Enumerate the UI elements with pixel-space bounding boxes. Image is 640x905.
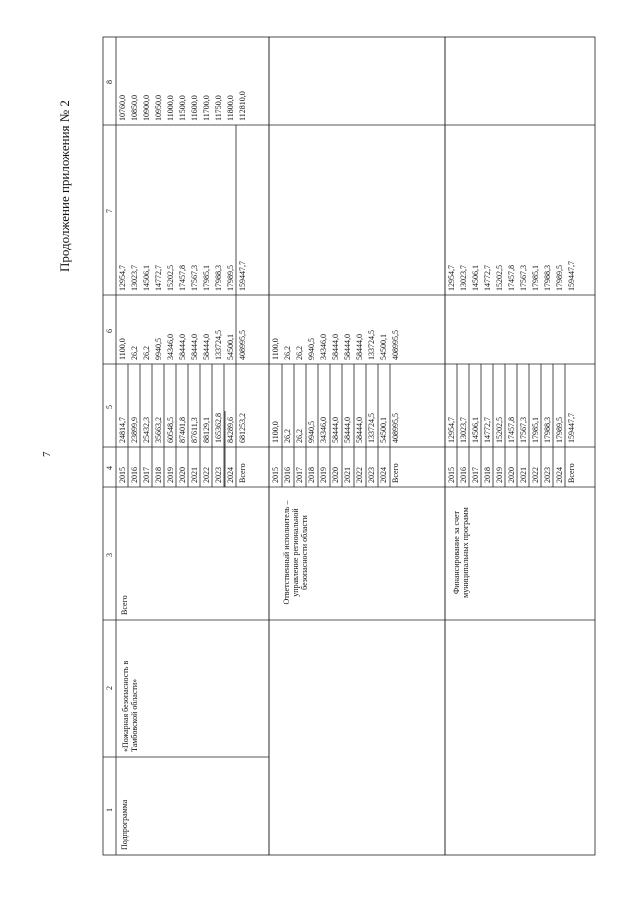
value-cell-col4: 58444,0: [355, 417, 364, 443]
year-cell: 2022: [531, 467, 540, 483]
value-cell-col8: 112810,0: [238, 91, 247, 121]
year-cell: 2022: [202, 467, 211, 483]
value-cell-col4: 34346,0: [319, 417, 328, 443]
year-cell: 2024: [379, 467, 388, 483]
year-cell: 2020: [507, 467, 516, 483]
value-cell-col4: 58444,0: [343, 417, 352, 443]
value-cell-col4: 165362,8: [214, 413, 223, 443]
value-cell-col4: 9940,5: [307, 421, 316, 443]
year-cell: Всего: [238, 463, 247, 483]
block-label-total: Всего: [120, 595, 129, 615]
year-cell: 2016: [283, 467, 292, 483]
value-cell-col7: 14506,1: [471, 265, 480, 291]
value-cell-col7: 15202,5: [166, 265, 175, 291]
value-cell-col7: 17567,3: [519, 265, 528, 291]
year-cell: 2023: [214, 467, 223, 483]
value-cell-col8: 11750,0: [214, 95, 223, 121]
value-cell-col7: 17985,1: [531, 265, 540, 291]
value-cell-col7: 17985,1: [202, 265, 211, 291]
year-cell: 2015: [118, 467, 127, 483]
value-cell-col7: 17988,3: [214, 265, 223, 291]
value-cell-col6: 133724,5: [214, 330, 223, 360]
value-cell-col7: 17989,5: [226, 265, 235, 291]
value-cell-col4: 24814,7: [118, 417, 127, 443]
year-cell: 2016: [459, 467, 468, 483]
value-cell-col7: 13023,7: [130, 265, 139, 291]
subprogram-name: «Пожарная безопасность в Тамбовской области»: [121, 660, 139, 752]
value-cell-col7: 14772,7: [483, 265, 492, 291]
value-cell-col6: 58444,0: [190, 334, 199, 360]
value-cell-col8: 10900,0: [142, 95, 151, 121]
value-cell-col6: 54500,1: [226, 334, 235, 360]
year-cell: 2019: [166, 467, 175, 483]
value-cell-col6: 1100,0: [271, 338, 280, 360]
year-cell: 2021: [519, 467, 528, 483]
value-cell-col4: 23899,9: [130, 417, 139, 443]
value-cell-col6: 34346,0: [319, 334, 328, 360]
value-cell-col4: 58444,0: [331, 417, 340, 443]
value-cell-col6: 58444,0: [343, 334, 352, 360]
value-cell-col6: 26,2: [130, 346, 139, 360]
value-cell-col6: 54500,1: [379, 334, 388, 360]
value-cell-col4: 13023,7: [459, 417, 468, 443]
value-cell-col4: 54500,1: [379, 417, 388, 443]
value-cell-col4: 17988,3: [543, 417, 552, 443]
value-cell-col6: 26,2: [142, 346, 151, 360]
col-number: 4: [105, 466, 114, 470]
year-cell: 2021: [343, 467, 352, 483]
value-cell-col7: 12954,7: [118, 265, 127, 291]
value-cell-col4: 17457,8: [507, 417, 516, 443]
year-cell: 2016: [130, 467, 139, 483]
value-cell-col4: 60548,5: [166, 417, 175, 443]
value-cell-col7: 12954,7: [447, 265, 456, 291]
value-cell-col4: 87611,3: [190, 417, 199, 443]
value-cell-col8: 10850,0: [130, 95, 139, 121]
value-cell-col4: 681253,2: [238, 413, 247, 443]
value-cell-col8: 11500,0: [178, 95, 187, 121]
value-cell-col4: 133724,5: [367, 413, 376, 443]
value-cell-col7: 14506,1: [142, 265, 151, 291]
value-cell-col8: 11700,0: [202, 95, 211, 121]
block-label-executor: Ответственный исполнитель – управление региональной безопасности области: [282, 500, 309, 605]
col-number: 5: [105, 405, 114, 409]
page-number: 7: [41, 451, 53, 457]
value-cell-col4: 1100,0: [271, 421, 280, 443]
value-cell-col4: 17985,1: [531, 417, 540, 443]
value-cell-col7: 159447,7: [238, 261, 247, 291]
value-cell-col6: 408995,5: [391, 330, 400, 360]
value-cell-col6: 9940,5: [307, 338, 316, 360]
value-cell-col4: 408995,5: [391, 413, 400, 443]
year-cell: 2019: [495, 467, 504, 483]
value-cell-col6: 58444,0: [202, 334, 211, 360]
value-cell-col7: 13023,7: [459, 265, 468, 291]
value-cell-col4: 84289,6: [226, 417, 235, 443]
subprogram-label: Подпрограмма: [120, 799, 129, 850]
value-cell-col8: 11800,0: [226, 95, 235, 121]
year-cell: Всего: [391, 463, 400, 483]
value-cell-col7: 17457,8: [507, 265, 516, 291]
value-cell-col8: 11600,0: [190, 95, 199, 121]
value-cell-col6: 26,2: [283, 346, 292, 360]
col-number: 6: [105, 329, 114, 333]
col-number: 2: [105, 686, 114, 690]
value-cell-col8: 11000,0: [166, 95, 175, 121]
value-cell-col6: 9940,5: [154, 338, 163, 360]
year-cell: 2017: [295, 467, 304, 483]
value-cell-col4: 17989,5: [555, 417, 564, 443]
year-cell: 2020: [331, 467, 340, 483]
value-cell-col6: 58444,0: [355, 334, 364, 360]
value-cell-col7: 15202,5: [495, 265, 504, 291]
col-number: 1: [105, 808, 114, 812]
value-cell-col8: 10760,0: [118, 95, 127, 121]
year-cell: 2024: [226, 467, 235, 483]
value-cell-col4: 87401,8: [178, 417, 187, 443]
value-cell-col4: 14772,7: [483, 417, 492, 443]
value-cell-col4: 26,2: [283, 429, 292, 443]
year-cell: 2024: [555, 467, 564, 483]
value-cell-col6: 58444,0: [178, 334, 187, 360]
year-cell: 2022: [355, 467, 364, 483]
value-cell-col4: 26,2: [295, 429, 304, 443]
value-cell-col4: 35663,2: [154, 417, 163, 443]
year-cell: 2023: [367, 467, 376, 483]
value-cell-col7: 17988,3: [543, 265, 552, 291]
value-cell-col7: 17457,8: [178, 265, 187, 291]
year-cell: 2018: [154, 467, 163, 483]
page-header: Продолжение приложения № 2: [57, 100, 72, 272]
year-cell: Всего: [567, 463, 576, 483]
block-label-municipal: Финансирование за счет муниципальных программ: [452, 507, 470, 598]
value-cell-col4: 15202,5: [495, 417, 504, 443]
value-cell-col4: 88129,1: [202, 417, 211, 443]
col-number: 3: [105, 553, 114, 557]
value-cell-col6: 408995,5: [238, 330, 247, 360]
value-cell-col4: 12954,7: [447, 417, 456, 443]
value-cell-col4: 159447,7: [567, 413, 576, 443]
year-cell: 2018: [483, 467, 492, 483]
value-cell-col7: 17989,5: [555, 265, 564, 291]
value-cell-col7: 17567,3: [190, 265, 199, 291]
col-number: 8: [105, 80, 114, 84]
year-cell: 2023: [543, 467, 552, 483]
year-cell: 2015: [447, 467, 456, 483]
value-cell-col7: 159447,7: [567, 261, 576, 291]
value-cell-col4: 17567,3: [519, 417, 528, 443]
value-cell-col8: 10950,0: [154, 95, 163, 121]
year-cell: 2017: [142, 467, 151, 483]
year-cell: 2019: [319, 467, 328, 483]
value-cell-col4: 14506,1: [471, 417, 480, 443]
value-cell-col6: 58444,0: [331, 334, 340, 360]
value-cell-col6: 26,2: [295, 346, 304, 360]
year-cell: 2021: [190, 467, 199, 483]
year-cell: 2020: [178, 467, 187, 483]
year-cell: 2017: [471, 467, 480, 483]
year-cell: 2018: [307, 467, 316, 483]
value-cell-col6: 1100,0: [118, 338, 127, 360]
value-cell-col7: 14772,7: [154, 265, 163, 291]
col-number: 7: [105, 209, 114, 213]
value-cell-col4: 25432,3: [142, 417, 151, 443]
value-cell-col6: 133724,5: [367, 330, 376, 360]
value-cell-col6: 34346,0: [166, 334, 175, 360]
year-cell: 2015: [271, 467, 280, 483]
